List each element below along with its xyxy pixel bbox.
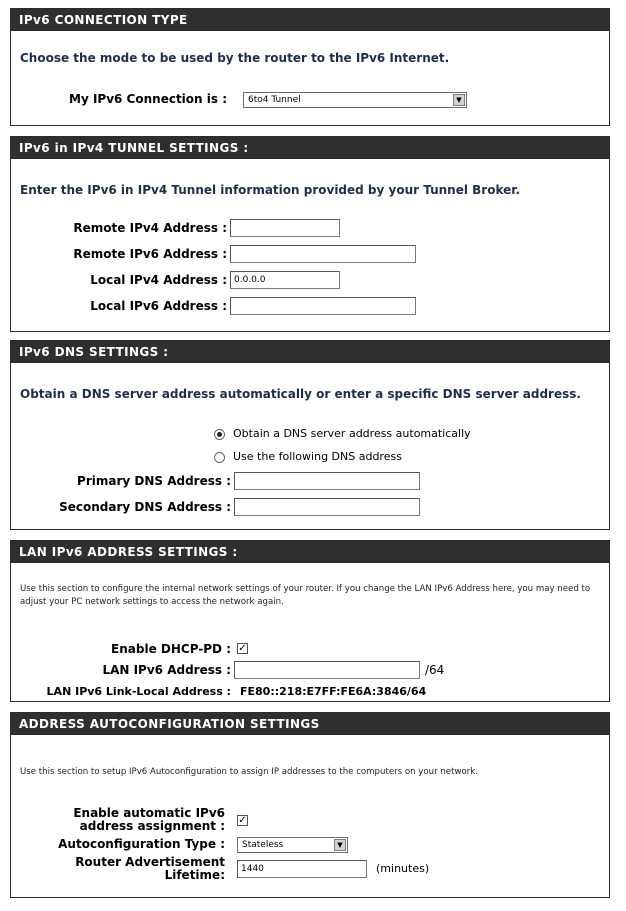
local-ipv4-label: Local IPv4 Address : (90, 273, 227, 287)
link-local-value: FE80::218:E7FF:FE6A:3846/64 (240, 685, 427, 698)
lan-ipv6-input[interactable] (234, 661, 420, 679)
ra-lifetime-label-line1: Router Advertisement (75, 855, 225, 869)
link-local-label: LAN IPv6 Link-Local Address : (46, 685, 231, 698)
primary-dns-label: Primary DNS Address : (77, 474, 231, 488)
section-header: IPv6 CONNECTION TYPE (11, 9, 609, 31)
section-description: Choose the mode to be used by the router to the IPv6 Internet. (20, 51, 450, 65)
ra-lifetime-label (75, 856, 225, 882)
enable-autoconf-checkbox[interactable] (237, 815, 248, 826)
remote-ipv6-input[interactable] (230, 245, 416, 263)
section-header: LAN IPv6 ADDRESS SETTINGS : (11, 541, 609, 563)
ra-lifetime-input[interactable] (237, 860, 367, 878)
secondary-dns-input[interactable] (234, 498, 420, 516)
secondary-dns-label: Secondary DNS Address : (59, 500, 231, 514)
ra-lifetime-unit: (minutes) (376, 862, 430, 875)
remote-ipv6-label: Remote IPv6 Address : (73, 247, 227, 261)
enable-autoconf-label (73, 807, 225, 833)
autoconf-type-label: Autoconfiguration Type : (58, 837, 225, 851)
connection-type-select[interactable] (243, 92, 467, 108)
section-description: Obtain a DNS server address automatically or enter a specific DNS server address. (20, 387, 581, 401)
check-icon: ✓ (238, 643, 247, 654)
ipv6-connection-type-section (10, 8, 610, 126)
autoconfiguration-section (10, 712, 610, 898)
dhcp-pd-checkbox[interactable] (237, 643, 248, 654)
chevron-down-icon[interactable]: ▼ (334, 839, 346, 851)
local-ipv6-input[interactable] (230, 297, 416, 315)
lan-ipv6-label: LAN IPv6 Address : (102, 663, 231, 677)
dns-auto-option[interactable] (214, 427, 471, 440)
primary-dns-input[interactable] (234, 472, 420, 490)
section-header: IPv6 in IPv4 TUNNEL SETTINGS : (11, 137, 609, 159)
dns-settings-section (10, 340, 610, 530)
dns-manual-option[interactable] (214, 450, 402, 463)
remote-ipv4-input[interactable] (230, 219, 340, 237)
section-description: Use this section to setup IPv6 Autoconfiguration to assign IP addresses to the computers on your network. (20, 767, 478, 777)
dhcp-pd-label: Enable DHCP-PD : (111, 642, 231, 656)
connection-type-label: My IPv6 Connection is : (69, 92, 227, 106)
prefix-suffix: /64 (425, 663, 445, 677)
local-ipv4-input[interactable] (230, 271, 340, 289)
section-header: ADDRESS AUTOCONFIGURATION SETTINGS (11, 713, 609, 735)
check-icon: ✓ (238, 815, 247, 826)
connection-type-selected-value: 6to4 Tunnel (248, 95, 301, 105)
remote-ipv4-label: Remote IPv4 Address : (73, 221, 227, 235)
ra-lifetime-label-line2: Lifetime: (164, 868, 225, 882)
autoconf-type-selected-value: Stateless (242, 840, 284, 850)
enable-autoconf-label-line1: Enable automatic IPv6 (73, 806, 225, 820)
autoconf-type-select[interactable] (237, 837, 348, 853)
tunnel-settings-section (10, 136, 610, 332)
radio-selected-icon[interactable] (214, 429, 225, 440)
enable-autoconf-label-line2: address assignment : (79, 819, 225, 833)
local-ipv6-label: Local IPv6 Address : (90, 299, 227, 313)
dns-auto-label: Obtain a DNS server address automatically (233, 427, 471, 440)
chevron-down-icon[interactable]: ▼ (453, 94, 465, 106)
section-header: IPv6 DNS SETTINGS : (11, 341, 609, 363)
section-description: Use this section to configure the internal network settings of your router. If you change the LAN IPv6 Address here, you may need to adjust your PC network settings to access the network again. (20, 584, 591, 607)
lan-ipv6-settings-section (10, 540, 610, 702)
radio-unselected-icon[interactable] (214, 452, 225, 463)
section-description: Enter the IPv6 in IPv4 Tunnel information provided by your Tunnel Broker. (20, 183, 521, 197)
dns-manual-label: Use the following DNS address (233, 450, 402, 463)
